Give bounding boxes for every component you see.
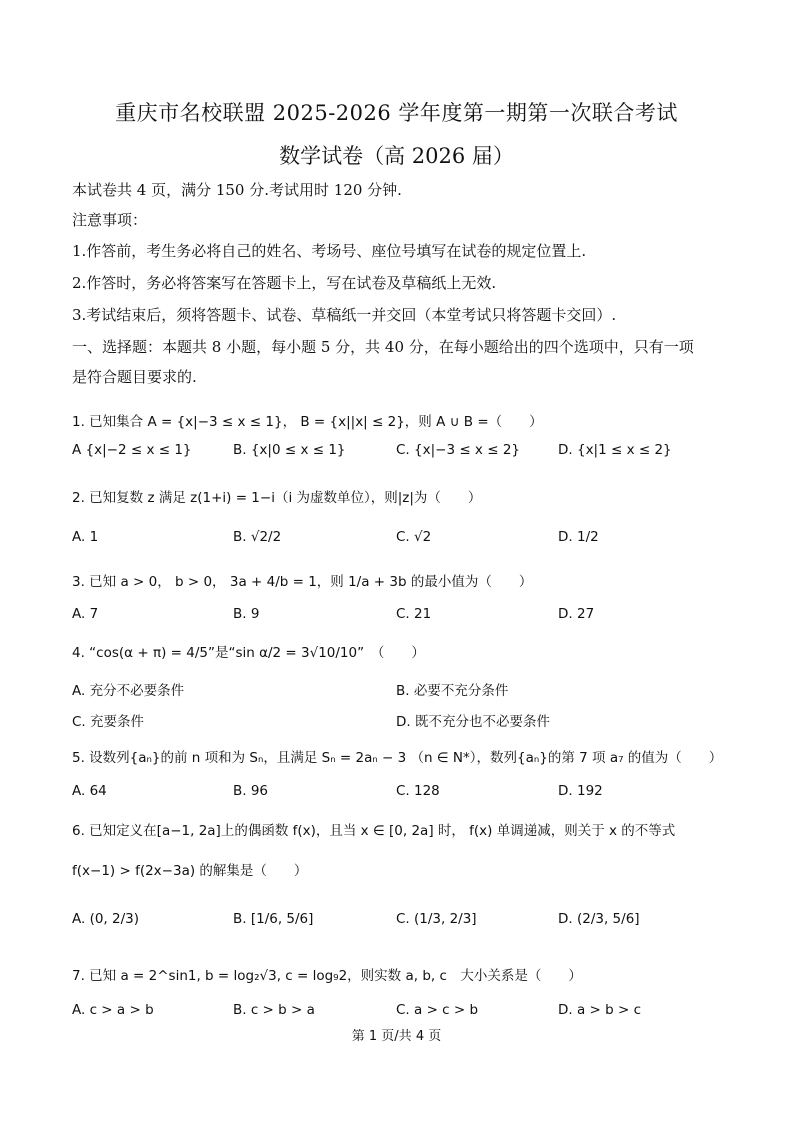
question-6-cont: f(x−1) > f(2x−3a) 的解集是（ ） [72,863,308,879]
note-3: 3.考试结束后，须将答题卡、试卷、草稿纸一并交回（本堂考试只将答题卡交回）. [72,306,617,324]
q6-option-c[interactable]: C. (1/3, 2/3] [396,911,477,927]
note-1: 1.作答前，考生务必将自己的姓名、考场号、座位号填写在试卷的规定位置上. [72,242,587,260]
exam-subtitle: 数学试卷（高 2026 届） [279,144,514,168]
q3-option-a[interactable]: A. 7 [72,606,99,622]
q1-option-c[interactable]: C. {x|−3 ≤ x ≤ 2} [396,442,520,458]
q4-option-c[interactable]: C. 充要条件 [72,714,145,730]
question-6: 6. 已知定义在[a−1, 2a]上的偶函数 f(x)，且当 x ∈ [0, 2a] 时， f(x) 单调递减，则关于 x 的不等式 [72,823,676,839]
section-heading: 一、选择题：本题共 8 小题，每小题 5 分，共 40 分，在每小题给出的四个选项中，只有一项 [72,338,694,356]
q4-option-a[interactable]: A. 充分不必要条件 [72,683,185,699]
q6-option-b[interactable]: B. [1/6, 5/6] [233,911,314,927]
q3-option-c[interactable]: C. 21 [396,606,432,622]
q5-option-c[interactable]: C. 128 [396,783,440,799]
question-5: 5. 设数列{aₙ}的前 n 项和为 Sₙ，且满足 Sₙ = 2aₙ − 3 （n ∈ N*），数列{aₙ}的第 7 项 a₇ 的值为（ ） [72,750,723,766]
q1-option-a[interactable]: A {x|−2 ≤ x ≤ 1} [72,442,192,458]
intro-text: 本试卷共 4 页，满分 150 分.考试用时 120 分钟. [72,181,402,199]
q7-option-b[interactable]: B. c > b > a [233,1002,315,1018]
q2-option-c[interactable]: C. √2 [396,529,432,545]
q6-option-a[interactable]: A. (0, 2/3) [72,911,140,927]
q1-option-d[interactable]: D. {x|1 ≤ x ≤ 2} [558,442,672,458]
q3-option-d[interactable]: D. 27 [558,606,595,622]
q4-option-b[interactable]: B. 必要不充分条件 [396,683,509,699]
notes-title: 注意事项： [72,211,148,229]
question-4: 4. “cos(α + π) = 4/5”是“sin α/2 = 3√10/10” （ ） [72,645,425,661]
q7-option-a[interactable]: A. c > a > b [72,1002,154,1018]
note-2: 2.作答时，务必将答案写在答题卡上，写在试卷及草稿纸上无效. [72,274,497,292]
q4-option-d[interactable]: D. 既不充分也不必要条件 [396,714,550,730]
question-3: 3. 已知 a > 0， b > 0， 3a + 4/b = 1，则 1/a + 3b 的最小值为（ ） [72,574,533,590]
q7-option-c[interactable]: C. a > c > b [396,1002,479,1018]
exam-title: 重庆市名校联盟 2025-2026 学年度第一期第一次联合考试 [115,101,678,125]
page-footer: 第 1 页/共 4 页 [351,1029,442,1044]
q2-option-d[interactable]: D. 1/2 [558,529,599,545]
q7-option-d[interactable]: D. a > b > c [558,1002,642,1018]
q3-option-b[interactable]: B. 9 [233,606,260,622]
section-heading-cont: 是符合题目要求的. [72,368,197,386]
q6-option-d[interactable]: D. (2/3, 5/6] [558,911,640,927]
q5-option-d[interactable]: D. 192 [558,783,603,799]
question-1: 1. 已知集合 A = {x|−3 ≤ x ≤ 1}， B = {x||x| ≤ 2}，则 A ∪ B =（ ） [72,414,543,430]
question-7: 7. 已知 a = 2^sin1, b = log₂√3, c = log₉2，则实数 a, b, c 大小关系是（ ） [72,968,582,984]
q5-option-a[interactable]: A. 64 [72,783,107,799]
q5-option-b[interactable]: B. 96 [233,783,269,799]
q1-option-b[interactable]: B. {x|0 ≤ x ≤ 1} [233,442,346,458]
q2-option-b[interactable]: B. √2/2 [233,529,282,545]
question-2: 2. 已知复数 z 满足 z(1+i) = 1−i（i 为虚数单位），则|z|为（ ） [72,490,482,506]
q2-option-a[interactable]: A. 1 [72,529,99,545]
